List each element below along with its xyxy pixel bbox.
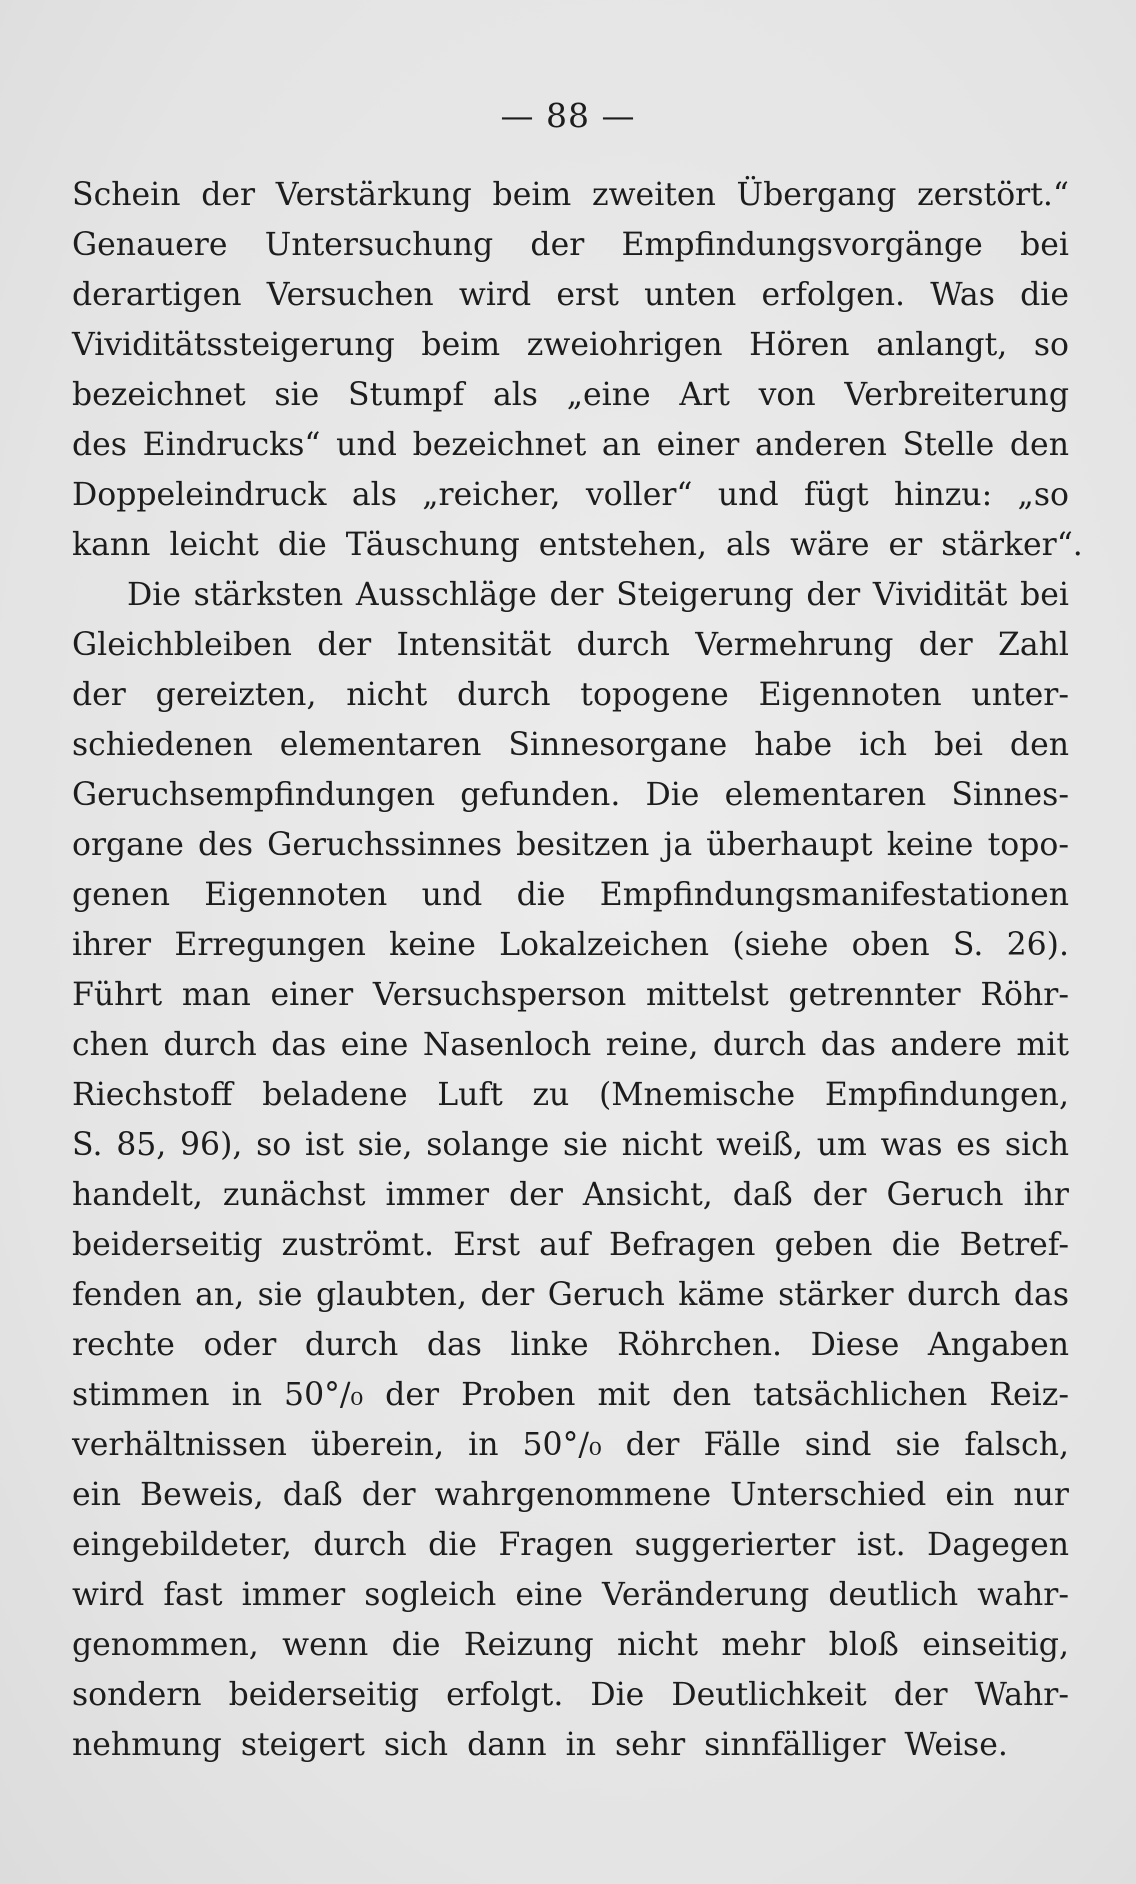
text-line: stimmen in 50°/₀ der Proben mit den tatsächlichen Reiz-	[72, 1377, 1069, 1413]
text-line: fenden an, sie glaubten, der Geruch käme stärker durch das	[72, 1277, 1069, 1313]
text-line: verhältnissen überein, in 50°/₀ der Fälle sind sie falsch,	[72, 1427, 1069, 1463]
text-line: bezeichnet sie Stumpf als „eine Art von Verbreiterung	[72, 377, 1069, 413]
text-line: nehmung steigert sich dann in sehr sinnfälliger Weise.	[72, 1727, 1008, 1763]
text-line: genen Eigennoten und die Empfindungsmanifestationen	[72, 877, 1069, 913]
text-line: Führt man einer Versuchsperson mittelst getrennter Röhr-	[72, 977, 1069, 1013]
text-line: des Eindrucks“ und bezeichnet an einer anderen Stelle den	[72, 427, 1069, 463]
text-line: Doppeleindruck als „reicher, voller“ und fügt hinzu: „so	[72, 477, 1069, 513]
text-line: rechte oder durch das linke Röhrchen. Diese Angaben	[72, 1327, 1069, 1363]
text-line: derartigen Versuchen wird erst unten erfolgen. Was die	[72, 277, 1069, 313]
text-line: schiedenen elementaren Sinnesorgane habe ich bei den	[72, 727, 1069, 763]
text-line: Schein der Verstärkung beim zweiten Übergang zerstört.“	[72, 177, 1069, 213]
text-line: sondern beiderseitig erfolgt. Die Deutlichkeit der Wahr-	[72, 1677, 1069, 1713]
text-line: S. 85, 96), so ist sie, solange sie nicht weiß, um was es sich	[72, 1127, 1069, 1163]
text-line: organe des Geruchssinnes besitzen ja überhaupt keine topo-	[72, 827, 1069, 863]
text-line: chen durch das eine Nasenloch reine, durch das andere mit	[72, 1027, 1069, 1063]
text-line: Riechstoff beladene Luft zu (Mnemische Empfindungen,	[72, 1077, 1069, 1113]
text-line: eingebildeter, durch die Fragen suggerierter ist. Dagegen	[72, 1527, 1069, 1563]
text-line: ihrer Erregungen keine Lokalzeichen (siehe oben S. 26).	[72, 927, 1069, 963]
paragraph-1	[72, 170, 1083, 570]
text-line: der gereizten, nicht durch topogene Eigennoten unter-	[72, 677, 1069, 713]
text-line: Vividitätssteigerung beim zweiohrigen Hören anlangt, so	[72, 327, 1069, 363]
text-line: Genauere Untersuchung der Empfindungsvorgänge bei	[72, 227, 1069, 263]
text-line: Gleichbleiben der Intensität durch Vermehrung der Zahl	[72, 627, 1069, 663]
text-line: wird fast immer sogleich eine Veränderung deutlich wahr-	[72, 1577, 1069, 1613]
body-text	[72, 170, 1083, 1770]
paragraph-2	[72, 570, 1069, 1770]
text-line: beiderseitig zuströmt. Erst auf Befragen geben die Betref-	[72, 1227, 1069, 1263]
text-line: handelt, zunächst immer der Ansicht, daß der Geruch ihr	[72, 1177, 1069, 1213]
text-line: ein Beweis, daß der wahrgenommene Unterschied ein nur	[72, 1477, 1069, 1513]
text-line: kann leicht die Täuschung entstehen, als wäre er stärker“.	[72, 527, 1083, 563]
text-line: Geruchsempfindungen gefunden. Die elementaren Sinnes-	[72, 777, 1069, 813]
text-line: genommen, wenn die Reizung nicht mehr bloß einseitig,	[72, 1627, 1069, 1663]
text-line: Die stärksten Ausschläge der Steigerung der Vividität bei	[127, 577, 1069, 613]
page-number: — 88 —	[500, 96, 636, 135]
